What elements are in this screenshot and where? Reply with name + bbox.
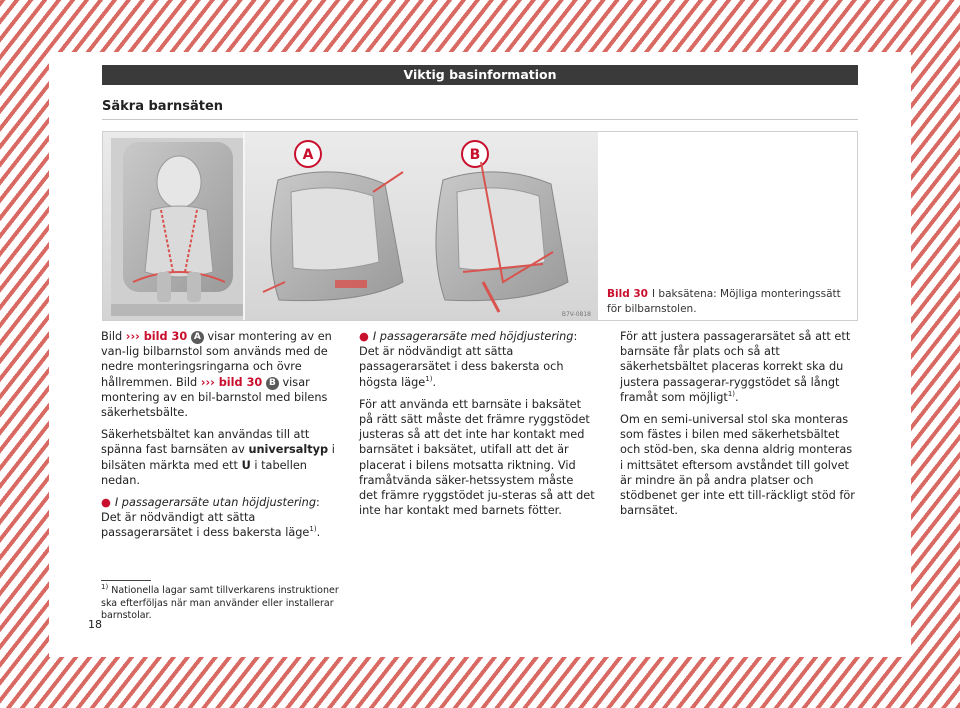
text-column-1	[101, 329, 337, 548]
paragraph-mount-types: Bild ››› bild 30 A visar montering av en van-lig bilbarnstol som används med de nedre monteringsringarna och övre hållremmen. Bild ››› bild 30 B visar montering av en bil-barnstol med bilens säkerhetsbälte.	[101, 330, 332, 420]
paragraph-front-backrest: För att använda ett barnsäte i baksätet på rätt sätt måste det främre ryggstödet justeras så att det inte har kontakt med barnsätet i baksätet, utifall att det är placerat i bilens motsatta riktning. Vid framåtvända säker-hetssystem måste det främre ryggstödet ju-steras så att det inte har kontakt med barnets fötter.	[359, 397, 595, 518]
panel-b-label: B	[469, 147, 481, 163]
footnote-divider	[101, 580, 151, 581]
figure-caption-text: I baksätena: Möjliga monteringssätt för bilbarnstolen.	[607, 288, 841, 315]
footnote-ref: 1)	[309, 525, 317, 534]
paragraph-semi-universal: Om en semi-universal stol ska monteras som fästes i bilen med säkerhetsbältet och stöd-ben, ska denna aldrig monteras i mittsätet eftersom avståndet till golvet är mindre än på andra platser och stödbenet ger inte ett till-räckligt stöd för barnsätet.	[620, 413, 855, 518]
footnote-mark: 1)	[101, 582, 109, 591]
figure-30	[102, 131, 858, 321]
figure-caption-label: Bild 30	[607, 288, 648, 300]
text-column-3	[620, 329, 856, 525]
panel-a-label: A	[302, 147, 314, 163]
figure-link[interactable]: ››› bild 30	[200, 375, 263, 389]
paragraph-universal: Säkerhetsbältet kan användas till att spänna fast barnsäten av universaltyp i bilsäten märkta med ett U i tabellen nedan.	[101, 428, 335, 487]
section-divider	[102, 119, 858, 120]
section-title: Säkra barnsäten	[102, 99, 224, 114]
callout-badge-b: B	[266, 377, 279, 390]
figure-code: B7V-0818	[561, 311, 591, 318]
manual-page	[49, 52, 911, 657]
text-column-2	[359, 329, 595, 525]
bullet-no-height-adjust: ● I passagerarsäte utan höjdjustering: Det är nödvändigt att sätta passagerarsätet i dess bakersta läge$^{1)}$.	[101, 496, 321, 540]
callout-badge-a: A	[191, 331, 204, 344]
child-seat-front-view	[111, 138, 243, 316]
chapter-header: Viktig basinformation	[102, 65, 858, 85]
page-number: 18	[88, 618, 102, 631]
bullet-icon: ●	[359, 330, 369, 343]
bullet-icon: ●	[101, 496, 111, 510]
child-seat-illustration	[103, 132, 598, 320]
footnote-ref: 1)	[727, 390, 736, 399]
paragraph-passenger-backrest: För att justera passagerarsätet så att ett barnsäte får plats och så att säkerhetsbältet placeras korrekt ska du justera passagerar-ryggstödet så långt framåt som möjligt$^{1)}$.	[620, 330, 851, 404]
footnote	[101, 582, 341, 623]
footnote-ref: 1)	[425, 374, 433, 383]
figure-link[interactable]: ››› bild 30	[125, 330, 188, 343]
footnote-text: Nationella lagar samt tillverkarens instruktioner ska efterföljas när man använder eller installerar barnstolar.	[101, 585, 339, 621]
figure-caption	[607, 287, 847, 317]
bullet-height-adjust: ● I passagerarsäte med höjdjustering: Det är nödvändigt att sätta passagerarsätet i dess bakersta och högsta läge$^{1)}$.	[359, 330, 578, 389]
